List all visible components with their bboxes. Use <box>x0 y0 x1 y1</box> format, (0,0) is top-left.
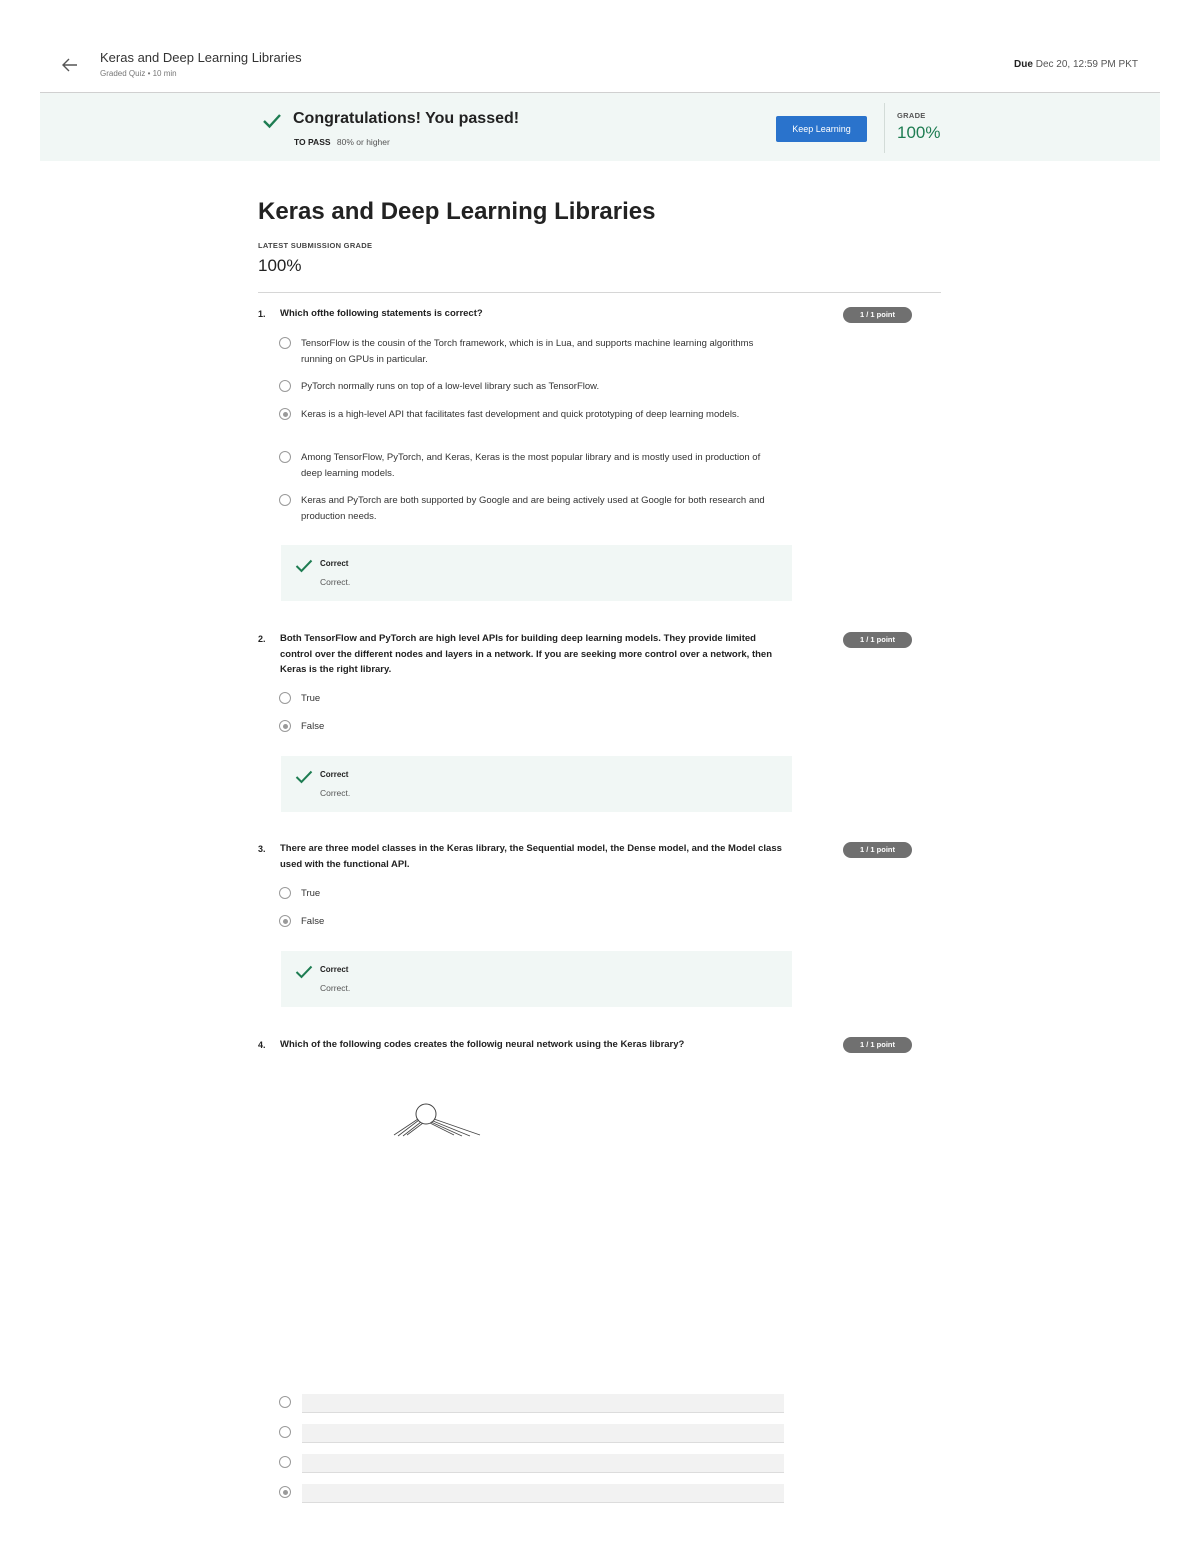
feedback-title: Correct <box>320 559 349 568</box>
feedback-box <box>281 545 792 601</box>
radio-button[interactable] <box>279 380 291 392</box>
option-label: TensorFlow is the cousin of the Torch framework, which is in Lua, and supports machine learning algorithms running on GPUs in particular. <box>301 338 754 365</box>
code-option-placeholder <box>302 1394 784 1413</box>
to-pass-value: 80% or higher <box>336 137 390 147</box>
radio-button[interactable] <box>279 337 291 349</box>
option-label: True <box>301 693 321 704</box>
option-label: Among TensorFlow, PyTorch, and Keras, Keras is the most popular library and is mostly used in production of deep learning models. <box>301 452 761 479</box>
radio-button-selected[interactable] <box>279 720 291 732</box>
neural-network-diagram <box>390 1100 490 1140</box>
pass-banner <box>40 93 1160 161</box>
question-text: Both TensorFlow and PyTorch are high level APIs for building deep learning models. They provide limited control over the different nodes and layers in a network. If you are seeking more control over a network, then Keras is the right library. <box>280 633 773 675</box>
grade-value: 100% <box>897 123 941 142</box>
radio-button[interactable] <box>279 1426 291 1438</box>
code-option-placeholder <box>302 1484 784 1503</box>
question-number: 2. <box>258 634 266 644</box>
feedback-box <box>281 756 792 812</box>
radio-button[interactable] <box>279 1396 291 1408</box>
option-label: True <box>301 888 321 899</box>
quiz-header <box>40 40 1160 93</box>
due-date <box>1014 59 1138 70</box>
checkmark-icon <box>295 559 313 573</box>
feedback-title: Correct <box>320 770 349 779</box>
header-subtitle: Graded Quiz • 10 min <box>100 69 177 78</box>
feedback-box <box>281 951 792 1007</box>
pass-message: Congratulations! You passed! <box>293 110 520 127</box>
code-option-placeholder <box>302 1424 784 1443</box>
divider <box>258 292 941 293</box>
back-arrow-icon[interactable] <box>60 55 80 75</box>
feedback-text: Correct. <box>320 577 351 587</box>
radio-button[interactable] <box>279 692 291 704</box>
option-label: False <box>301 916 325 927</box>
points-badge: 1 / 1 point <box>843 307 912 323</box>
radio-button[interactable] <box>279 494 291 506</box>
radio-button-selected[interactable] <box>279 408 291 420</box>
radio-button[interactable] <box>279 451 291 463</box>
to-pass-label: TO PASS <box>294 137 331 147</box>
option-label: PyTorch normally runs on top of a low-level library such as TensorFlow. <box>301 381 600 392</box>
question-text: Which of the following codes creates the followig neural network using the Keras library? <box>280 1039 685 1050</box>
checkmark-icon <box>295 770 313 784</box>
feedback-title: Correct <box>320 965 349 974</box>
code-option-placeholder <box>302 1454 784 1473</box>
feedback-text: Correct. <box>320 983 351 993</box>
question-text: There are three model classes in the Keras library, the Sequential model, the Dense model, and the Model class used with the functional API. <box>280 843 782 870</box>
points-badge: 1 / 1 point <box>843 1037 912 1053</box>
radio-button[interactable] <box>279 1456 291 1468</box>
due-value: Dec 20, 12:59 PM PKT <box>1035 59 1138 70</box>
due-label: Due <box>1014 59 1033 70</box>
radio-button-selected[interactable] <box>279 915 291 927</box>
question-number: 3. <box>258 844 266 854</box>
question-number: 4. <box>258 1040 266 1050</box>
points-badge: 1 / 1 point <box>843 632 912 648</box>
page-title: Keras and Deep Learning Libraries <box>258 198 656 225</box>
question-number: 1. <box>258 309 266 319</box>
latest-grade-value: 100% <box>258 256 302 275</box>
option-label: False <box>301 721 325 732</box>
latest-grade-label: LATEST SUBMISSION GRADE <box>258 241 373 250</box>
option-label: Keras is a high-level API that facilitates fast development and quick prototyping of deep learning models. <box>301 409 740 420</box>
points-badge: 1 / 1 point <box>843 842 912 858</box>
question-text: Which ofthe following statements is correct? <box>280 308 483 319</box>
checkmark-icon <box>295 965 313 979</box>
radio-button[interactable] <box>279 887 291 899</box>
feedback-text: Correct. <box>320 788 351 798</box>
to-pass-info <box>294 137 390 147</box>
checkmark-icon <box>262 112 282 130</box>
option-label: Keras and PyTorch are both supported by Google and are being actively used at Google for both research and production needs. <box>301 495 765 522</box>
keep-learning-button[interactable]: Keep Learning <box>776 116 867 142</box>
banner-divider <box>884 103 885 153</box>
header-title: Keras and Deep Learning Libraries <box>100 50 302 65</box>
grade-label: GRADE <box>897 111 926 120</box>
radio-button-selected[interactable] <box>279 1486 291 1498</box>
